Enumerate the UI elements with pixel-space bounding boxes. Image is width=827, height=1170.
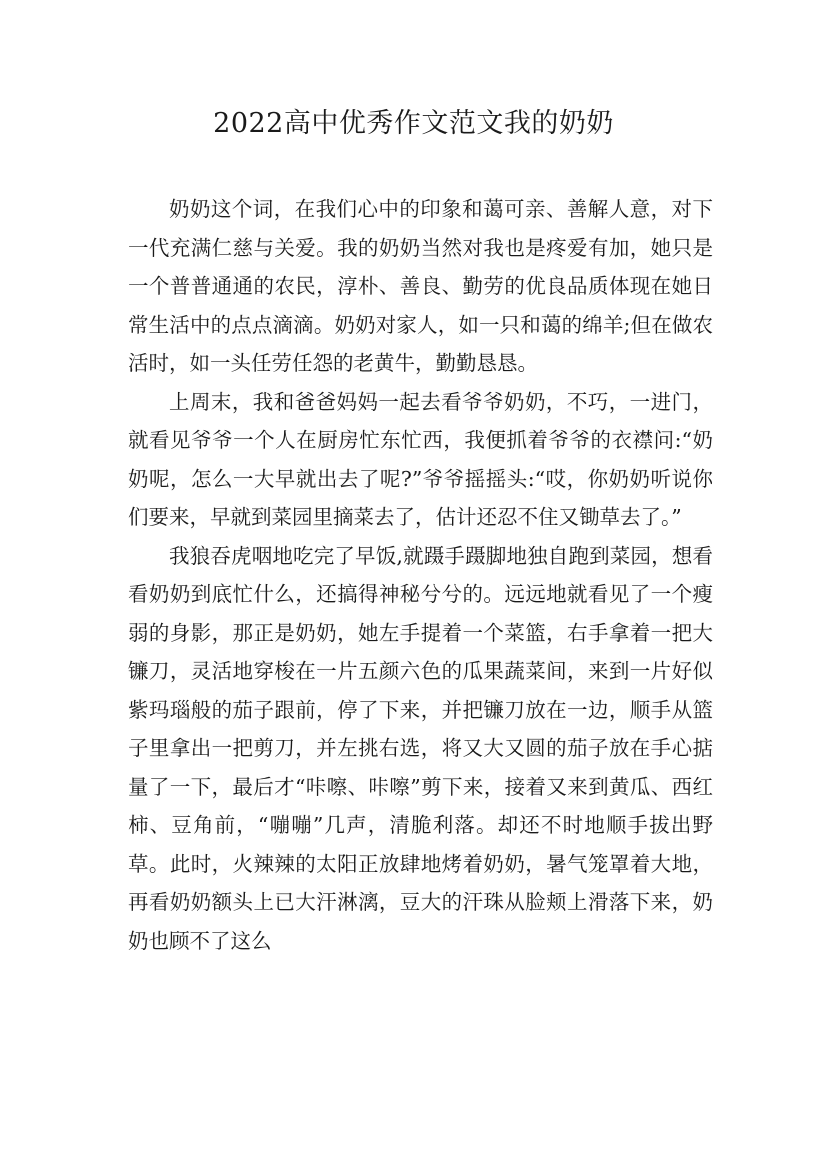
- document-title: 2022高中优秀作文范文我的奶奶: [213, 108, 614, 139]
- paragraph-3: 我狼吞虎咽地吃完了早饭,就蹑手蹑脚地独自跑到菜园，想看看奶奶到底忙什么，还搞得神秘兮兮的。远远地就看见了一个瘦弱的身影，那正是奶奶，她左手提着一个菜篮，右手拿着一把大镰刀，灵活地穿梭在一片五颜六色的瓜果蔬菜间，来到一片好似紫玛瑙般的茄子跟前，停了下来，并把镰刀放在一边，顺手从篮子里拿出一把剪刀，并左挑右选，将又大又圆的茄子放在手心掂量了一下，最后才“咔嚓、咔嚓”剪下来，接着又来到黄瓜、西红柿、豆角前，“嘣嘣”几声，清脆利落。却还不时地顺手拔出野草。此时，火辣辣的太阳正放肆地烤着奶奶，暑气笼罩着大地，再看奶奶额头上已大汗淋漓，豆大的汗珠从脸颊上滑落下来，奶奶也顾不了这么: [128, 543, 713, 953]
- paragraph-2: 上周末，我和爸爸妈妈一起去看爷爷奶奶，不巧，一进门，就看见爷爷一个人在厨房忙东忙西，我便抓着爷爷的衣襟问:“奶奶呢，怎么一大早就出去了呢?”爷爷摇摇头:“哎，你奶奶听说你们要来，早就到菜园里摘菜去了，估计还忍不住又锄草去了。”: [128, 389, 713, 529]
- paragraph-1: 奶奶这个词，在我们心中的印象和蔼可亲、善解人意，对下一代充满仁慈与关爱。我的奶奶当然对我也是疼爱有加，她只是一个普普通通的农民，淳朴、善良、勤劳的优良品质体现在她日常生活中的点点滴滴。奶奶对家人，如一只和蔼的绵羊;但在做农活时，如一头任劳任怨的老黄牛，勤勤恳恳。: [128, 197, 713, 375]
- document-body: [128, 190, 713, 960]
